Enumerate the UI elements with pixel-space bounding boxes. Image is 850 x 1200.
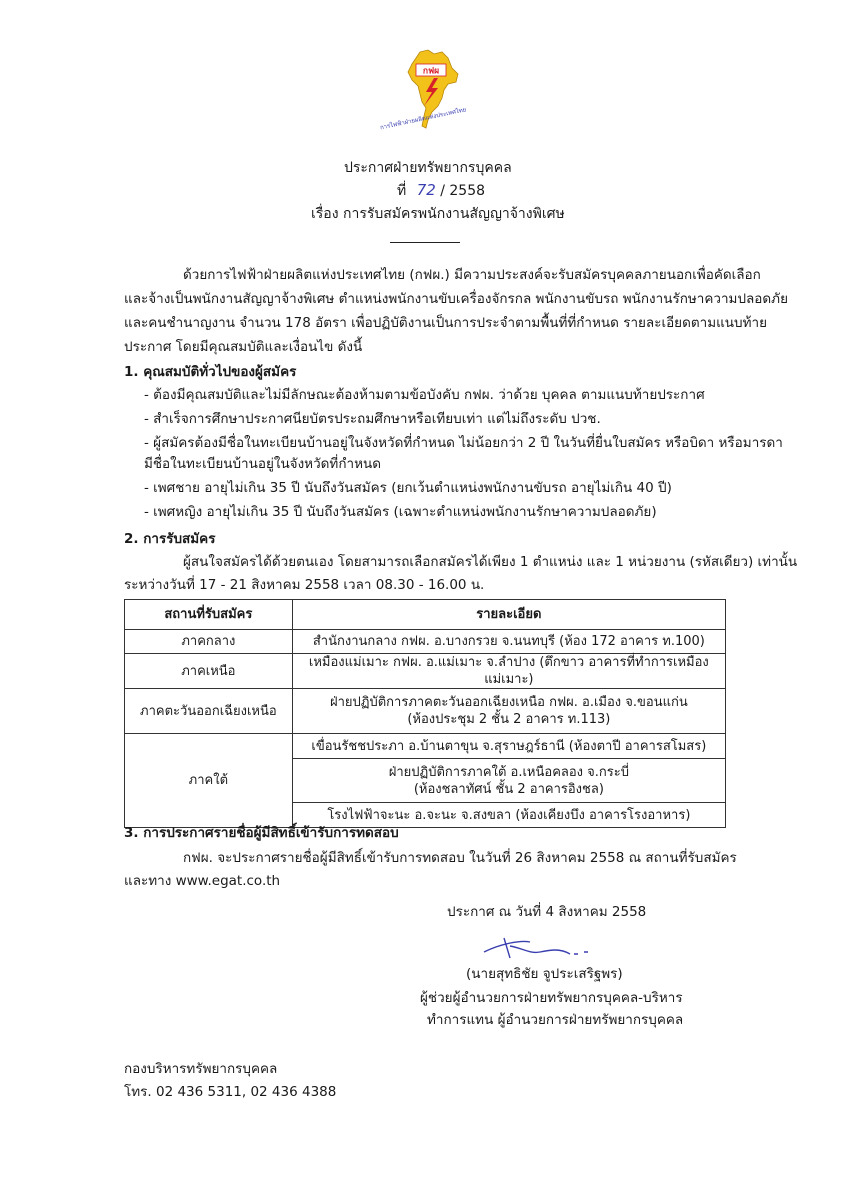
logo-arc-text: การไฟฟ้าฝ่ายผลิตแห่งประเทศไทย <box>379 106 467 132</box>
table-row <box>125 630 726 654</box>
signatory-position-1: ผู้ช่วยผู้อำนวยการฝ่ายทรัพยากรบุคคล-บริหาร <box>420 990 683 1006</box>
table-header-location: สถานที่รับสมัคร <box>125 600 293 630</box>
signatory-position-2: ทำการแทน ผู้อำนวยการฝ่ายทรัพยากรบุคคล <box>427 1012 684 1028</box>
section-3-line-2: และทาง www.egat.co.th <box>124 873 281 889</box>
section-1-item: - เพศชาย อายุไม่เกิน 35 ปี นับถึงวันสมัคร (ยกเว้นตำแหน่งพนักงานขับรถ อายุไม่เกิน 40 ปี) <box>144 480 672 496</box>
section-2-heading: 2. การรับสมัคร <box>124 531 216 547</box>
region-cell: ภาคตะวันออกเฉียงเหนือ <box>125 689 293 734</box>
announcement-subject: เรื่อง การรับสมัครพนักงานสัญญาจ้างพิเศษ <box>311 206 565 222</box>
section-1-item: - ต้องมีคุณสมบัติและไม่มีลักษณะต้องห้ามตามข้อบังคับ กฟผ. ว่าด้วย บุคคล ตามแนบท้ายประกาศ <box>144 387 705 403</box>
table-row <box>125 734 726 759</box>
registration-table <box>124 599 726 828</box>
footer-phone: โทร. 02 436 5311, 02 436 4388 <box>124 1084 337 1100</box>
table-header-detail: รายละเอียด <box>292 600 725 630</box>
section-2-line-2: ระหว่างวันที่ 17 - 21 สิงหาคม 2558 เวลา 08.30 - 16.00 น. <box>124 577 485 593</box>
intro-line-1: ด้วยการไฟฟ้าฝ่ายผลิตแห่งประเทศไทย (กฟผ.) มีความประสงค์จะรับสมัครบุคคลภายนอกเพื่อคัดเลือก <box>183 267 761 283</box>
intro-line-4: ประกาศ โดยมีคุณสมบัติและเงื่อนไข ดังนี้ <box>124 339 363 355</box>
footer-department: กองบริหารทรัพยากรบุคคล <box>124 1061 278 1077</box>
detail-cell: เหมืองแม่เมาะ กฟผ. อ.แม่เมาะ จ.ลำปาง (ตึกขาว อาคารที่ทำการเหมืองแม่เมาะ) <box>292 654 725 689</box>
detail-cell: สำนักงานกลาง กฟผ. อ.บางกรวย จ.นนทบุรี (ห้อง 172 อาคาร ท.100) <box>292 630 725 654</box>
announcement-number <box>397 180 485 201</box>
table-header-row <box>125 600 726 630</box>
logo-text: กฟผ <box>422 66 440 77</box>
table-row <box>125 654 726 689</box>
intro-line-3: และคนชำนาญงาน จำนวน 178 อัตรา เพื่อปฏิบัติงานเป็นการประจำตามพื้นที่ที่กำหนด รายละเอียดตามแนบท้าย <box>124 315 767 331</box>
number-year: / 2558 <box>440 183 486 199</box>
region-cell: ภาคเหนือ <box>125 654 293 689</box>
detail-line: ฝ่ายปฏิบัติการภาคใต้ อ.เหนือคลอง จ.กระบี่ <box>388 764 629 780</box>
table-row <box>125 689 726 734</box>
detail-line: ฝ่ายปฏิบัติการภาคตะวันออกเฉียงเหนือ กฟผ. อ.เมือง จ.ขอนแก่น <box>329 695 688 710</box>
section-1-item: - ผู้สมัครต้องมีชื่อในทะเบียนบ้านอยู่ในจังหวัดที่กำหนด ไม่น้อยกว่า 2 ปี ในวันที่ยื่นใบสมัคร หรือบิดา หรือมารดา <box>144 435 783 451</box>
section-1-item: มีชื่อในทะเบียนบ้านอยู่ในจังหวัดที่กำหนด <box>144 456 381 472</box>
section-3-line-1: กฟผ. จะประกาศรายชื่อผู้มีสิทธิ์เข้ารับการทดสอบ ในวันที่ 26 สิงหาคม 2558 ณ สถานที่รับสมัคร <box>183 850 737 866</box>
number-prefix: ที่ <box>397 183 407 199</box>
announcement-date: ประกาศ ณ วันที่ 4 สิงหาคม 2558 <box>447 904 647 920</box>
announcement-title: ประกาศฝ่ายทรัพยากรบุคคล <box>344 160 512 176</box>
region-cell: ภาคใต้ <box>125 734 293 828</box>
section-2-line-1: ผู้สนใจสมัครได้ด้วยตนเอง โดยสามารถเลือกสมัครได้เพียง 1 ตำแหน่ง และ 1 หน่วยงาน (รหัสเดียว) เท่านั้น <box>183 554 798 570</box>
detail-line: (ห้องชลาทัศน์ ชั้น 2 อาคารอิงชล) <box>413 781 604 797</box>
detail-cell: เขื่อนรัชชประภา อ.บ้านตาขุน จ.สุราษฎร์ธานี (ห้องตาปี อาคารสโมสร) <box>292 734 725 759</box>
region-cell: ภาคกลาง <box>125 630 293 654</box>
detail-cell <box>292 689 725 734</box>
detail-line: (ห้องประชุม 2 ชั้น 2 อาคาร ท.113) <box>407 712 611 727</box>
intro-line-2: และจ้างเป็นพนักงานสัญญาจ้างพิเศษ ตำแหน่งพนักงานขับเครื่องจักรกล พนักงานขับรถ พนักงานรักษาความปลอดภัย <box>124 291 788 307</box>
signatory-name: (นายสุทธิชัย จูประเสริฐพร) <box>466 966 623 982</box>
detail-cell: โรงไฟฟ้าจะนะ อ.จะนะ จ.สงขลา (ห้องเคียงบึง อาคารโรงอาหาร) <box>292 803 725 828</box>
section-1-heading: 1. คุณสมบัติทั่วไปของผู้สมัคร <box>124 364 297 380</box>
header-divider <box>390 242 460 243</box>
detail-cell <box>292 759 725 803</box>
section-3-heading: 3. การประกาศรายชื่อผู้มีสิทธิ์เข้ารับการทดสอบ <box>124 825 399 841</box>
section-1-item: - เพศหญิง อายุไม่เกิน 35 ปี นับถึงวันสมัคร (เฉพาะตำแหน่งพนักงานรักษาความปลอดภัย) <box>144 504 657 520</box>
section-1-item: - สำเร็จการศึกษาประกาศนียบัตรประถมศึกษาหรือเทียบเท่า แต่ไม่ถึงระดับ ปวช. <box>144 411 601 427</box>
handwritten-number: 72 <box>416 181 436 199</box>
